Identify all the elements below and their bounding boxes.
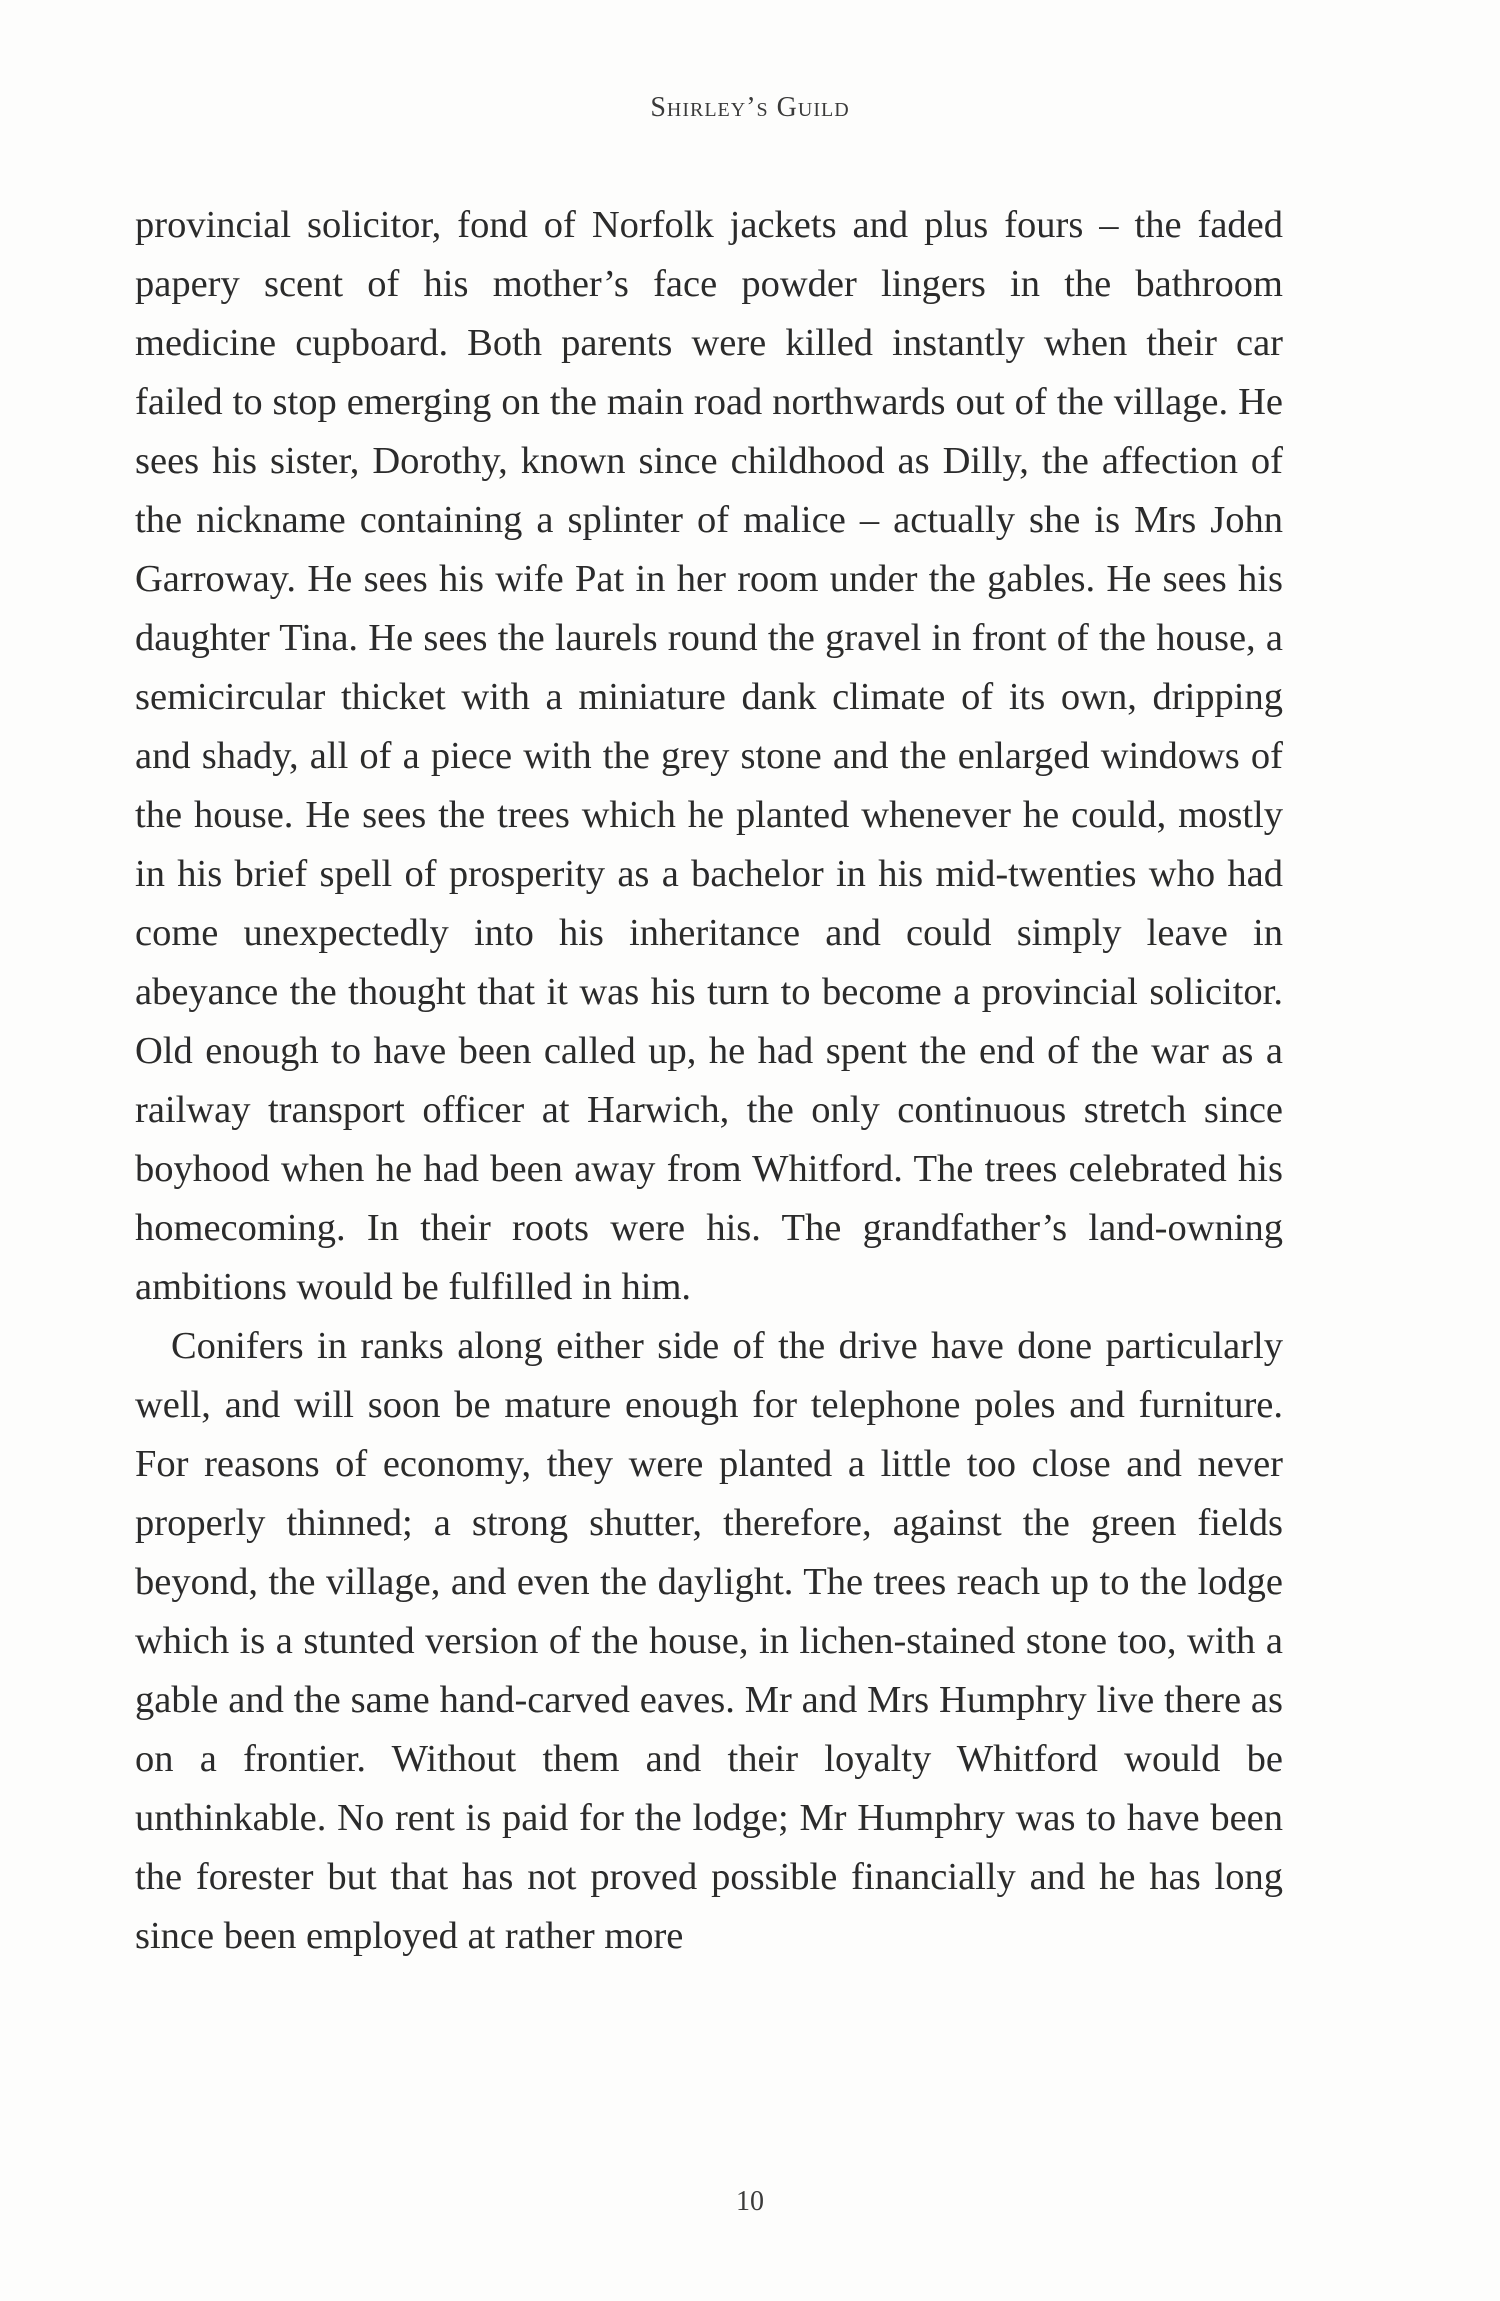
body-text <box>135 196 1283 1966</box>
running-head: Shirley’s Guild <box>650 92 850 123</box>
page-number: 10 <box>736 2186 764 2217</box>
paragraph-2: Conifers in ranks along either side of the drive have done particularly well, and will soon be mature enough for telephone poles and furniture. For reasons of economy, they were planted a little too close and never properly thinned; a strong shutter, therefore, against the green fields beyond, the village, and even the daylight. The trees reach up to the lodge which is a stunted version of the house, in lichen-stained stone too, with a gable and the same hand-carved eaves. Mr and Mrs Humphry live there as on a frontier. Without them and their loyalty Whitford would be unthinkable. No rent is paid for the lodge; Mr Humphry was to have been the forester but that has not proved possible financially and he has long since been employed at rather more <box>135 1325 1283 1957</box>
paragraph-1: provincial solicitor, fond of Norfolk jackets and plus fours – the faded papery scent of his mother’s face powder lingers in the bathroom medicine cupboard. Both parents were killed instantly when their car failed to stop emerging on the main road northwards out of the village. He sees his sister, Dorothy, known since childhood as Dilly, the affection of the nickname containing a splinter of malice – actually she is Mrs John Garroway. He sees his wife Pat in her room under the gables. He sees his daughter Tina. He sees the laurels round the gravel in front of the house, a semicircular thicket with a miniature dank climate of its own, dripping and shady, all of a piece with the grey stone and the enlarged windows of the house. He sees the trees which he planted whenever he could, mostly in his brief spell of prosperity as a bachelor in his mid-twenties who had come unexpectedly into his inheritance and could simply leave in abeyance the thought that it was his turn to become a provincial solicitor. Old enough to have been called up, he had spent the end of the war as a railway transport officer at Harwich, the only continuous stretch since boyhood when he had been away from Whitford. The trees celebrated his homecoming. In their roots were his. The grandfather’s land-owning ambitions would be fulfilled in him. <box>135 204 1283 1308</box>
